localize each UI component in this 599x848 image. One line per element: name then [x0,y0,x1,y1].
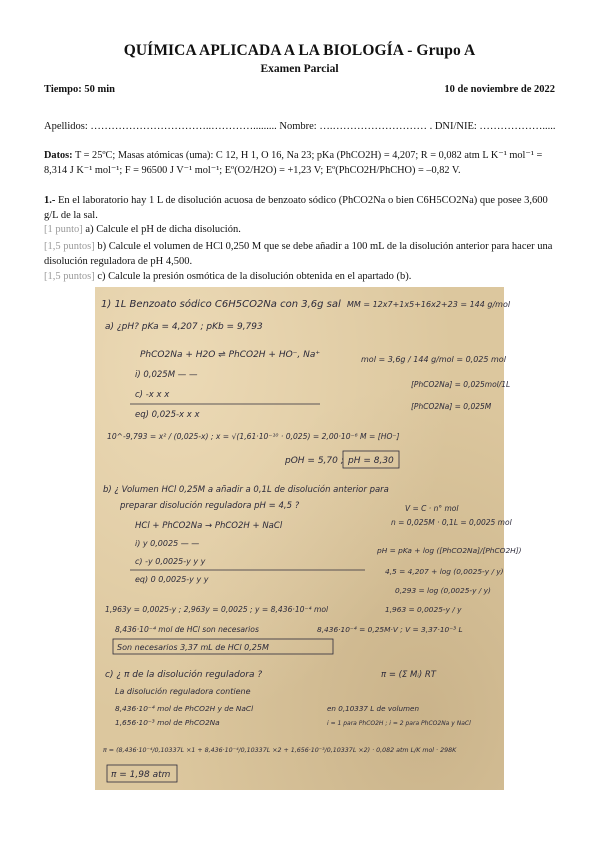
hw-poh: pOH = 5,70 ; [285,456,344,466]
hw-v: V = C · n° mol [405,504,459,513]
hw-hh-2: 4,5 = 4,207 + log (0,0025-y / y) [385,567,504,576]
hw-pi-answer: π = 1,98 atm [111,770,171,780]
hw-conc-1: [PhCO2Na] = 0,025mol/1L [411,380,511,389]
hw-conc-2: [PhCO2Na] = 0,025M [411,402,492,411]
hw-answer-b: Son necesarios 3,37 mL de HCl 0,25M [117,643,269,652]
hw-c-volume: en 0,10337 L de volumen [327,704,420,713]
hw-pi-calculation: π = (8,436·10⁻⁴/0,10337L ×1 + 8,436·10⁻⁴/0,10337L ×2 + 1,656·10⁻³/0,10337L ×2) · 0,082 atm L/K mol · 298K [103,747,457,754]
hw-molar-mass: MM = 12x7+1x5+16x2+23 = 144 g/mol [347,300,511,309]
exam-subtitle: Examen Parcial [260,63,339,75]
hw-c-contains: La disolución reguladora contiene [115,687,251,696]
part-c-text: c) Calcule la presión osmótica de la disolución obtenida en el apartado (b). [94,271,412,282]
hw-part-a-head: a) ¿pH? pKa = 4,207 ; pKb = 9,793 [105,322,263,332]
hw-part-b-head-2: preparar disolución reguladora pH = 4,5 ? [120,501,300,511]
part-b-points: [1,5 puntos] [44,241,95,252]
exam-date: 10 de noviembre de 2022 [444,84,555,95]
question-part-c [44,271,555,282]
hw-b-ice-c: c) -y 0,0025-y y y [135,557,206,566]
hw-pi-formula: π = (Σ Mᵢ) RT [381,670,437,680]
hw-mol: mol = 3,6g / 144 g/mol = 0,025 mol [361,355,506,364]
datos-text: T = 25ºC; Masas atómicas (uma): C 12, H 1, O 16, Na 23; pKa (PhCO2H) = 4,207; R = 0,082 atm L K⁻¹ mol⁻¹ = 8,314 J K⁻¹ mol⁻¹; F = 96500 J V⁻¹ mol⁻¹; Eº(O2/H2O) = +1,23 V; Eº(PhCO2H/PhCHO) = –0,82 V. [44,150,543,176]
datos-label: Datos: [44,150,73,161]
part-c-points: [1,5 puntos] [44,271,95,282]
hw-part-c-head: c) ¿ π de la disolución reguladora ? [105,670,263,680]
hw-ph: pH = 8,30 [348,456,394,466]
question-1 [44,194,555,223]
part-a-text: a) Calcule el pH de dicha disolución. [82,224,241,235]
handwritten-answer-photo [95,287,522,790]
hw-solve-4: 8,436·10⁻⁴ = 0,25M·V ; V = 3,37·10⁻³ L [317,625,463,634]
question-part-b [44,240,555,269]
exam-title: QUÍMICA APLICADA A LA BIOLOGÍA - Grupo A [123,42,476,59]
hw-hh-1: pH = pKa + log ([PhCO2Na]/[PhCO2H]) [377,546,522,555]
hw-ice-i: i) 0,025M — — [135,370,198,380]
hw-part-b-head: b) ¿ Volumen HCl 0,25M a añadir a 0,1L de disolución anterior para [103,485,389,495]
exam-time: Tiempo: 50 min [44,84,115,95]
hw-b-ice-i: i) y 0,0025 — — [135,539,200,548]
hw-c-row-1: 8,436·10⁻⁴ mol de PhCO2H y de NaCl [115,704,254,713]
hw-solve-1: 1,963y = 0,0025-y ; 2,963y = 0,0025 ; y = 8,436·10⁻⁴ mol [105,605,329,614]
datos-block [44,149,555,178]
hw-solve-2: 1,963 = 0,0025-y / y [385,605,462,614]
handwritten-answer-svg [95,287,522,790]
hw-b-ice-eq: eq) 0 0,0025-y y y [135,575,209,584]
part-a-points: [1 punto] [44,224,83,235]
hw-equation-a: PhCO2Na + H2O ⇌ PhCO2H + HO⁻, Na⁺ [140,350,321,360]
hw-ice-eq: eq) 0,025-x x x [135,410,200,420]
hw-n: n = 0,025M · 0,1L = 0,0025 mol [391,518,512,527]
question-number: 1.- [44,195,56,206]
hw-line-1: 1) 1L Benzoato sódico C6H5CO2Na con 3,6g sal [101,299,341,310]
part-b-text: b) Calcule el volumen de HCl 0,250 M que se debe añadir a 100 mL de la disolución anterior para hacer una disolución reguladora de pH 4,500. [44,241,553,267]
hw-kb-equation: 10^-9,793 = x² / (0,025-x) ; x = √(1,61·10⁻¹⁰ · 0,025) = 2,00·10⁻⁶ M = [HO⁻] [107,432,400,441]
hw-c-vant-hoff: i = 1 para PhCO2H ; i = 2 para PhCO2Na y NaCl [327,720,471,727]
hw-ice-c: c) -x x x [135,390,170,400]
hw-c-row-2: 1,656·10⁻³ mol de PhCO2Na [115,718,220,727]
student-info-line: Apellidos: ……………………………..…………......... Nombre: ….……………………… . DNI/NIE: ………………..... [44,121,556,132]
hw-equation-b: HCl + PhCO2Na → PhCO2H + NaCl [135,521,283,531]
question-part-a [44,224,555,235]
question-text: En el laboratorio hay 1 L de disolución acuosa de benzoato sódico (PhCO2Na o bien C6H5CO2Na) que posee 3,600 g/L de la sal. [44,195,548,221]
hw-solve-3: 8,436·10⁻⁴ mol de HCl son necesarios [115,625,259,634]
hw-hh-3: 0,293 = log (0,0025-y / y) [395,586,491,595]
